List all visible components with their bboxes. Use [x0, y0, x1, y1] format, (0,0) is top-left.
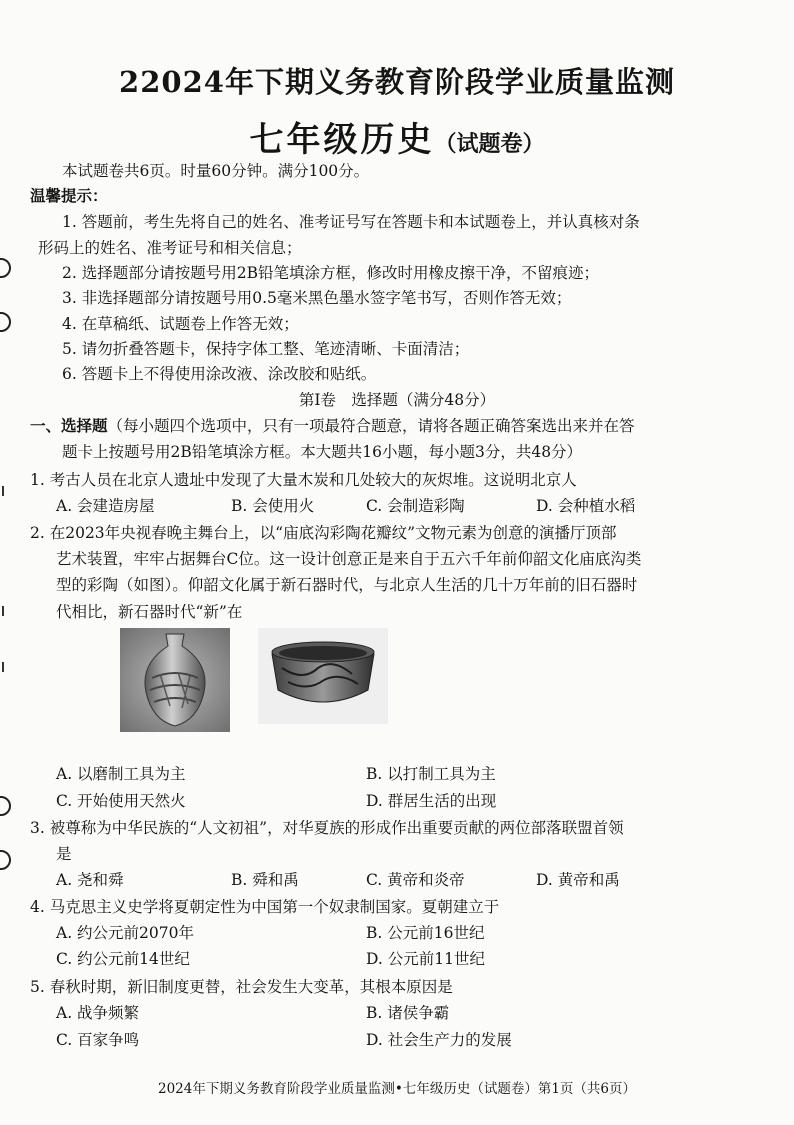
q1-option-d: D. 会种植水稻: [536, 497, 636, 515]
q5-option-c: C. 百家争鸣: [56, 1031, 140, 1049]
subject-title: [0, 112, 794, 161]
q2-option-d: D. 群居生活的出现: [366, 792, 497, 810]
section-desc: （每小题四个选项中，只有一项最符合题意，请将各题正确答案选出来并在答: [107, 417, 635, 435]
q2-stem-line4: 代相比，新石器时代“新”在: [56, 603, 243, 621]
binding-hole: [0, 312, 11, 332]
notice-item-1: 1. 答题前，考生先将自己的姓名、准考证号写在答题卡和本试题卷上，并认真核对条: [62, 213, 640, 231]
q2-stem-line1: 2. 在2023年央视春晚主舞台上，以“庙底沟彩陶花瓣纹”文物元素为创意的演播厅顶部: [30, 524, 617, 542]
pottery-vase-image: [120, 628, 230, 732]
q1-option-a: A. 会建造房屋: [56, 497, 155, 515]
q4-option-b: B. 公元前16世纪: [366, 924, 485, 942]
q5-option-d: D. 社会生产力的发展: [366, 1031, 512, 1049]
q2-option-b: B. 以打制工具为主: [366, 765, 496, 783]
q4-option-a: A. 约公元前2070年: [56, 924, 194, 942]
q3-stem-line2: 是: [56, 845, 72, 863]
subject-name: 七年级历史: [249, 120, 435, 160]
q3-option-a: A. 尧和舜: [56, 871, 124, 889]
edge-mark: [2, 606, 4, 616]
binding-hole: [0, 258, 11, 278]
q5-option-b: B. 诸侯争霸: [366, 1004, 450, 1022]
notice-item-2: 2. 选择题部分请按题号用2B铅笔填涂方框，修改时用橡皮擦干净，不留痕迹；: [62, 264, 599, 282]
q4-option-c: C. 约公元前14世纪: [56, 950, 190, 968]
subject-note: （试题卷）: [434, 131, 545, 157]
q1-option-b: B. 会使用火: [231, 497, 315, 515]
edge-mark: [2, 662, 4, 672]
pottery-bowl-image: [258, 628, 388, 724]
q4-stem: 4. 马克思主义史学将夏朝定性为中国第一个奴隶制国家。夏朝建立于: [30, 898, 500, 916]
q2-stem-line2: 艺术装置，牢牢占据舞台C位。这一设计创意正是来自于五六千年前仰韶文化庙底沟类: [56, 550, 642, 568]
section-desc-cont: 题卡上按题号用2B铅笔填涂方框。本大题共16小题，每小题3分，共48分）: [62, 443, 583, 461]
q3-stem-line1: 3. 被尊称为中华民族的“人文初祖”，对华夏族的形成作出重要贡献的两位部落联盟首领: [30, 819, 624, 837]
section-label: 一、选择题: [30, 416, 108, 435]
edge-mark: [2, 486, 4, 496]
exam-title: 22024年下期义务教育阶段学业质量监测: [119, 65, 675, 99]
binding-hole: [0, 796, 11, 816]
q3-option-b: B. 舜和禹: [231, 871, 299, 889]
q3-option-c: C. 黄帝和炎帝: [366, 871, 465, 889]
binding-hole: [0, 850, 11, 870]
notice-item-4: 4. 在草稿纸、试题卷上作答无效；: [62, 315, 299, 333]
notice-item-1-cont: 形码上的姓名、准考证号和相关信息；: [38, 239, 302, 257]
q5-stem: 5. 春秋时期，新旧制度更替，社会发生大变革，其根本原因是: [30, 978, 453, 996]
notice-item-5: 5. 请勿折叠答题卡，保持字体工整、笔迹清晰、卡面清洁；: [62, 340, 470, 358]
page-footer: 2024年下期义务教育阶段学业质量监测•七年级历史（试题卷）第1页（共6页）: [158, 1081, 636, 1097]
notice-item-3: 3. 非选择题部分请按题号用0.5毫米黑色墨水签字笔书写，否则作答无效；: [62, 289, 572, 307]
q2-option-c: C. 开始使用天然火: [56, 792, 186, 810]
part1-title: 第Ⅰ卷 选择题（满分48分）: [298, 391, 496, 409]
exam-info: 本试题卷共6页。时量60分钟。满分100分。: [62, 162, 370, 180]
q2-stem-line3: 型的彩陶（如图）。仰韶文化属于新石器时代，与北京人生活的几十万年前的旧石器时: [56, 576, 638, 594]
notice-heading: 温馨提示：: [30, 186, 108, 205]
notice-item-6: 6. 答题卡上不得使用涂改液、涂改胶和贴纸。: [62, 365, 377, 383]
q5-option-a: A. 战争频繁: [56, 1004, 140, 1022]
q2-option-a: A. 以磨制工具为主: [56, 765, 186, 783]
q1-stem: 1. 考古人员在北京人遗址中发现了大量木炭和几处较大的灰烬堆。这说明北京人: [30, 471, 577, 489]
q4-option-d: D. 公元前11世纪: [366, 950, 485, 968]
q3-option-d: D. 黄帝和禹: [536, 871, 620, 889]
section-heading: [30, 414, 635, 436]
q1-option-c: C. 会制造彩陶: [366, 497, 465, 515]
